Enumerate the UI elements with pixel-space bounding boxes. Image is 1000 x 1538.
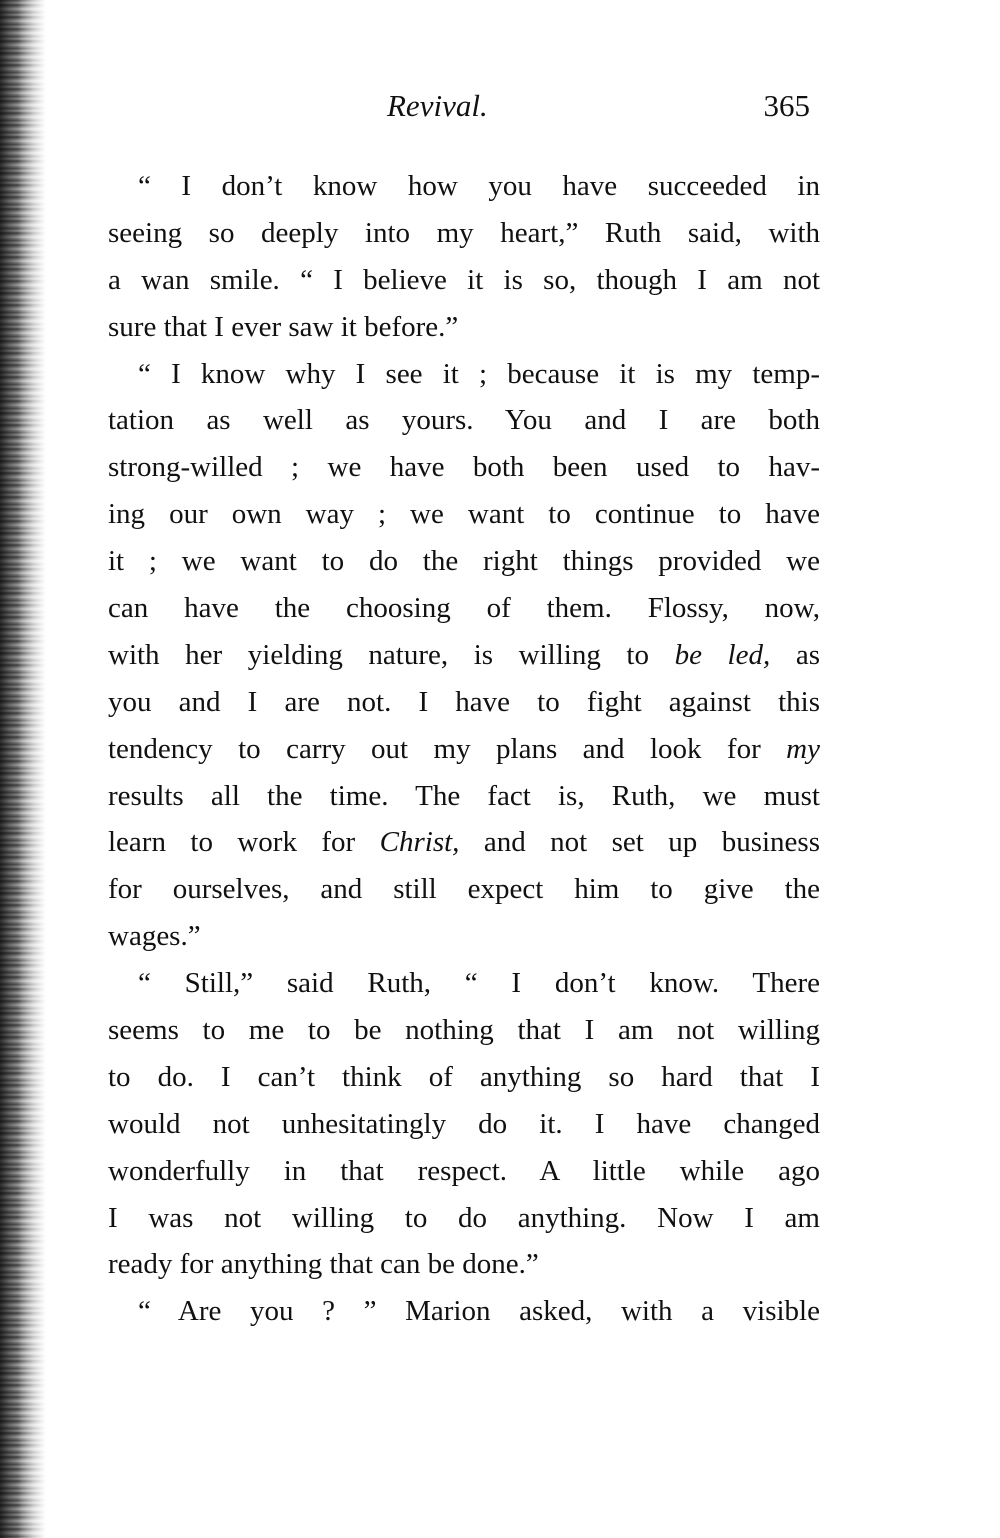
text-line: would not unhesitatingly do it. I have changed	[108, 1107, 820, 1140]
text-segment: with her yielding nature, is willing to	[108, 638, 675, 671]
text-line: wonderfully in that respect. A little while ago	[108, 1154, 820, 1187]
body-text	[108, 163, 820, 1335]
running-title: Revival.	[387, 88, 488, 123]
italic-emphasis: Christ,	[379, 826, 460, 859]
text-line: “ I don’t know how you have succeeded in	[138, 170, 820, 202]
text-line: results all the time. The fact is, Ruth, we must	[108, 779, 820, 812]
text-line: seeing so deeply into my heart,” Ruth said, with	[108, 216, 820, 249]
text-segment: as	[770, 638, 820, 671]
text-line: ready for anything that can be done.”	[108, 1248, 539, 1281]
page-header	[0, 82, 1000, 130]
text-line: ing our own way ; we want to continue to have	[108, 498, 820, 531]
text-line: seems to me to be nothing that I am not willing	[108, 1014, 820, 1047]
text-line: tation as well as yours. You and I are both	[108, 404, 820, 437]
text-line-with-italic	[108, 632, 820, 679]
text-line: you and I are not. I have to fight against this	[108, 685, 820, 718]
scanned-page-edge	[0, 0, 46, 1538]
text-line: a wan smile. “ I believe it is so, though I am not	[108, 263, 820, 296]
text-line: “ I know why I see it ; because it is my temp-	[138, 357, 820, 390]
italic-emphasis: my	[786, 732, 820, 765]
text-line: it ; we want to do the right things provided we	[108, 545, 820, 578]
text-line: I was not willing to do anything. Now I am	[108, 1201, 820, 1234]
text-line: strong-willed ; we have both been used to hav-	[108, 451, 820, 484]
text-line: sure that I ever saw it before.”	[108, 310, 459, 343]
text-line: can have the choosing of them. Flossy, now,	[108, 592, 820, 625]
text-segment: and not set up business	[459, 826, 820, 859]
text-line: to do. I can’t think of anything so hard that I	[108, 1060, 820, 1093]
text-segment: learn to work for	[108, 826, 380, 859]
page-number: 365	[763, 88, 810, 123]
text-line: for ourselves, and still expect him to give the	[108, 873, 820, 906]
text-segment: tendency to carry out my plans and look for	[108, 732, 787, 765]
text-line: wages.”	[108, 920, 201, 953]
text-line: “ Are you ? ” Marion asked, with a visible	[138, 1295, 820, 1328]
text-line-with-italic	[108, 726, 820, 773]
text-line-with-italic	[108, 819, 820, 866]
italic-emphasis: be led,	[674, 638, 771, 671]
text-line: “ Still,” said Ruth, “ I don’t know. There	[138, 967, 820, 1000]
